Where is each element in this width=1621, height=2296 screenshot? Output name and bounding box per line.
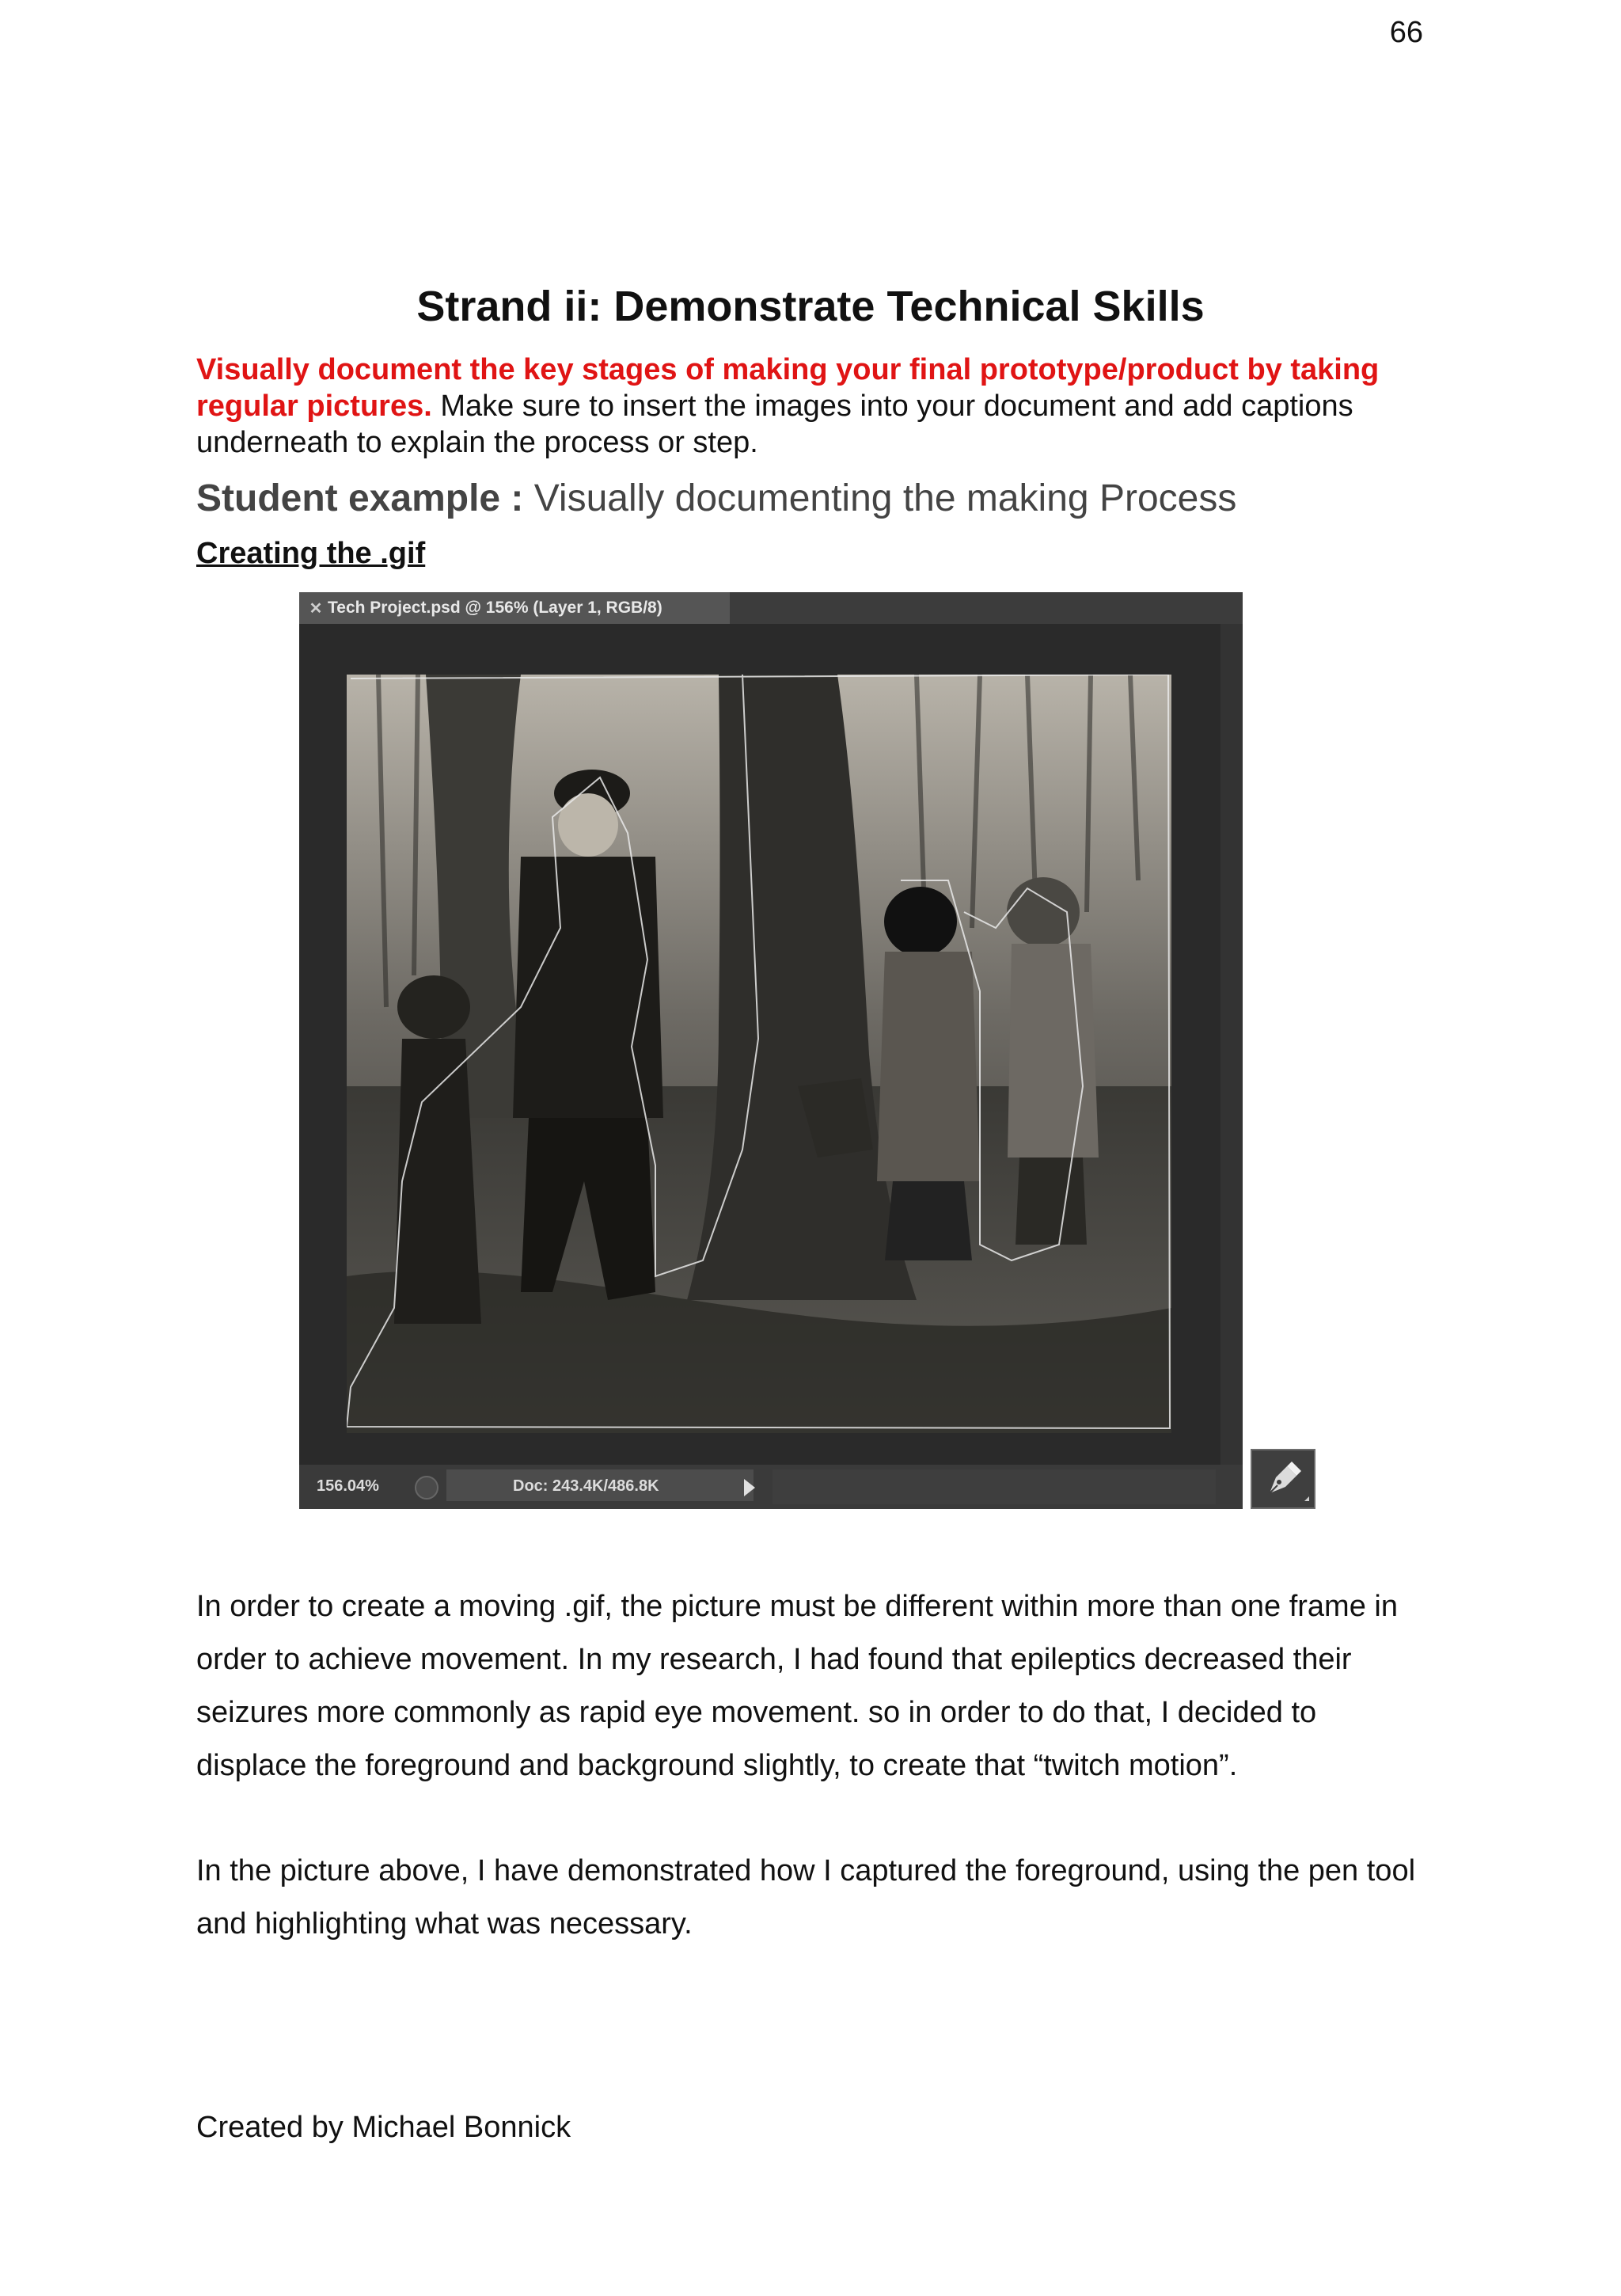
close-icon: ✕ [309,599,323,618]
document-tab-title: Tech Project.psd @ 156% (Layer 1, RGB/8) [328,599,662,617]
status-menu-arrow-icon [744,1479,755,1496]
footer-credit: Created by Michael Bonnick [196,2111,571,2144]
body-paragraph: In the picture above, I have demonstrated how I captured the foreground, using the pen tool and highlighting what was necessary. [196,1854,1416,1941]
status-info-icon [415,1476,438,1500]
student-example-label: Student example : [196,477,524,519]
instructions-body: Make sure to insert the images into your document and add captions underneath to explain the process or step. [196,390,1353,459]
student-example-heading [196,477,1236,520]
page-title: Strand ii: Demonstrate Technical Skills [416,283,1205,330]
status-bar [299,1465,1243,1509]
canvas-scrollbar [1220,624,1243,1465]
edited-photo [347,675,1171,1433]
document-tab-bar [299,592,1243,624]
status-bar-spacer [773,1469,1216,1504]
body-paragraph: In order to create a moving .gif, the picture must be different within more than one frame in order to achieve movement. In my research, I had found that epileptics decreased their seizures more commonly as rapid eye movement. so in order to do that, I decided to displace the foreground and background slightly, to create that “twitch motion”. [196,1590,1398,1782]
page-number: 66 [1389,16,1423,49]
pen-tool-button [1251,1449,1315,1509]
doc-size-readout: Doc: 243.4K/486.8K [513,1477,659,1495]
instructions-highlight: Visually document the key stages of making your final prototype/product by taking regular pictures. [196,353,1380,423]
pen-tool-icon [1252,1450,1314,1507]
instructions [196,352,1431,461]
section-heading: Creating the .gif [196,537,426,570]
zoom-readout: 156.04% [317,1477,379,1495]
student-example-text: Visually documenting the making Process [523,477,1237,519]
photoshop-screenshot [299,592,1243,1509]
document-tab [299,592,730,624]
